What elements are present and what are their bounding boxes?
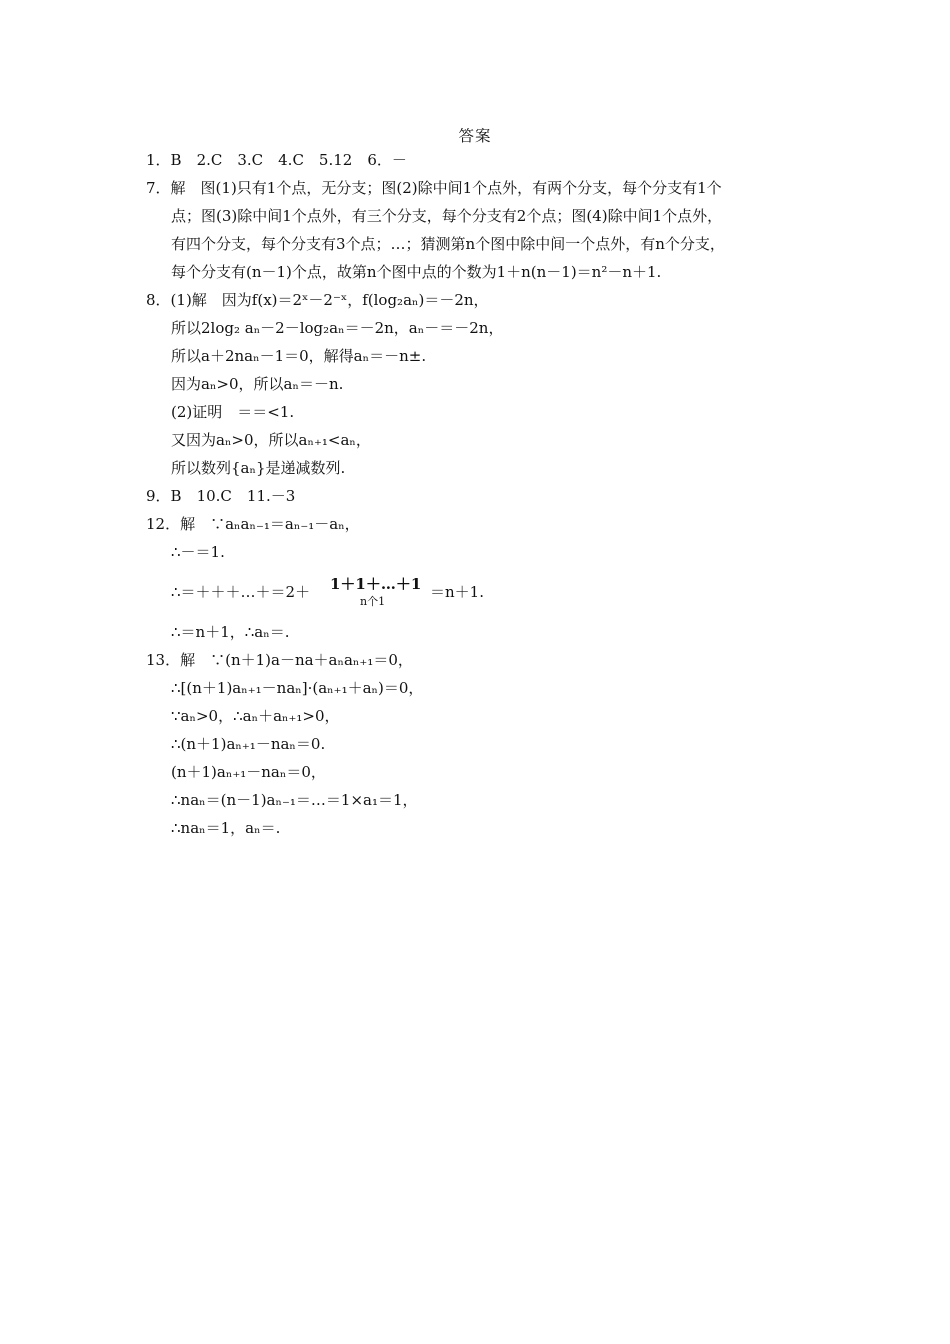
answer-line-13-c: ∵aₙ>0，∴aₙ＋aₙ₊₁>0，: [171, 707, 340, 725]
answer-line-12-c-tail: ＝n＋1.: [430, 583, 484, 601]
answer-line-8-g: 所以数列{aₙ}是递减数列.: [171, 459, 346, 477]
answer-line-12-b: ∴－＝1.: [171, 543, 225, 561]
answer-line-8-d: 因为aₙ>0，所以aₙ＝－n.: [171, 375, 344, 393]
answer-line-8-c: 所以a＋2naₙ－1＝0，解得aₙ＝－n±.: [171, 347, 427, 365]
answer-line-7-b: 点；图(3)除中间1个点外，有三个分支，每个分支有2个点；图(4)除中间1个点外，: [171, 207, 723, 225]
answer-line-8-a: 8．(1)解 因为f(x)＝2ˣ－2⁻ˣ，f(log₂aₙ)＝－2n，: [146, 291, 489, 309]
answer-line-12-d: ∴＝n＋1，∴aₙ＝.: [171, 623, 290, 641]
sum-formula: [330, 573, 420, 613]
answer-line-12-c: ∴＝＋＋＋…＋＝2＋: [171, 583, 311, 601]
answer-line-13-d: ∴(n＋1)aₙ₊₁－naₙ＝0.: [171, 735, 326, 753]
answer-line-13-e: (n＋1)aₙ₊₁－naₙ＝0，: [171, 763, 326, 781]
sum-formula-bottom: n个1: [360, 595, 386, 608]
answer-line-12-a: 12．解 ∵aₙaₙ₋₁＝aₙ₋₁－aₙ，: [146, 515, 360, 533]
answer-line-13-g: ∴naₙ＝1，aₙ＝.: [171, 819, 281, 837]
answer-line-7-a: 7．解 图(1)只有1个点，无分支；图(2)除中间1个点外，有两个分支，每个分支有1个: [146, 179, 722, 197]
answer-line-9-11: 9．B 10.C 11.－3: [146, 487, 296, 505]
answer-line-7-d: 每个分支有(n－1)个点，故第n个图中点的个数为1＋n(n－1)＝n²－n＋1.: [171, 263, 662, 281]
answer-line-13-b: ∴[(n＋1)aₙ₊₁－naₙ]·(aₙ₊₁＋aₙ)＝0，: [171, 679, 424, 697]
answer-line-1-6: 1．B 2.C 3.C 4.C 5.12 6．－: [146, 151, 407, 169]
sum-formula-top: 1＋1＋…＋1: [330, 575, 422, 593]
answer-line-7-c: 有四个分支，每个分支有3个点；…；猜测第n个图中除中间一个点外，有n个分支，: [171, 235, 725, 253]
answer-line-13-a: 13．解 ∵(n＋1)a－na＋aₙaₙ₊₁＝0，: [146, 651, 413, 669]
page-title: 答案: [458, 127, 492, 145]
answer-line-8-e: (2)证明 ＝＝<1.: [171, 403, 295, 421]
answer-line-8-f: 又因为aₙ>0，所以aₙ₊₁<aₙ，: [171, 431, 371, 449]
answer-line-13-f: ∴naₙ＝(n－1)aₙ₋₁＝…＝1×a₁＝1，: [171, 791, 418, 809]
answer-line-8-b: 所以2log₂ aₙ－2－log₂aₙ＝－2n，aₙ－＝－2n，: [171, 319, 504, 337]
